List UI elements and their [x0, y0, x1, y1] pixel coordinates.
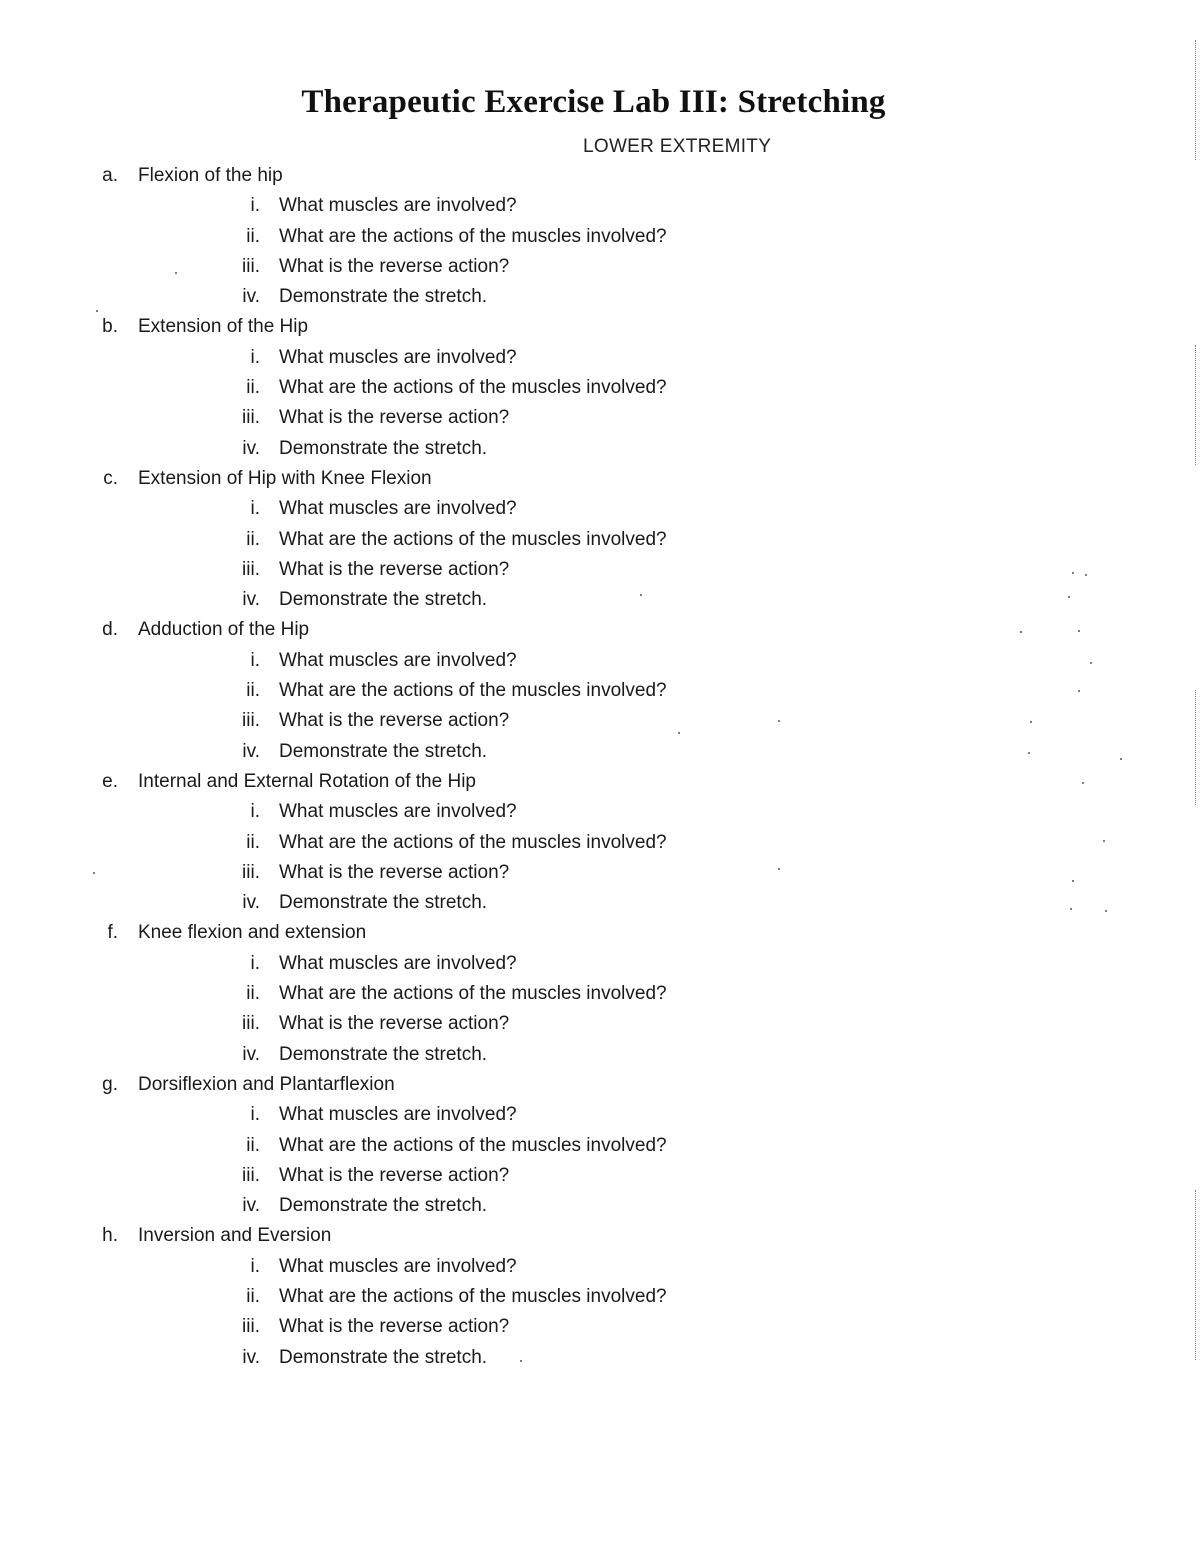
question-item [0, 585, 1200, 615]
question-text: What is the reverse action? [279, 710, 510, 732]
scan-speck [1078, 690, 1080, 692]
question-text: Demonstrate the stretch. [279, 437, 488, 459]
question-text: What are the actions of the muscles involved? [279, 1285, 667, 1307]
scan-speck [778, 868, 780, 870]
question-marker: ii. [246, 983, 260, 1005]
question-text: What are the actions of the muscles involved? [279, 225, 667, 247]
scan-speck [96, 310, 98, 312]
question-item [0, 737, 1200, 767]
scan-speck [1090, 662, 1092, 664]
question-text: Demonstrate the stretch. [279, 286, 488, 308]
section-title: Internal and External Rotation of the Hip [138, 770, 476, 792]
question-text: Demonstrate the stretch. [279, 589, 488, 611]
question-text: What are the actions of the muscles involved? [279, 831, 667, 853]
question-text: What is the reverse action? [279, 1013, 510, 1035]
page-title: Therapeutic Exercise Lab III: Stretching [301, 84, 886, 120]
scan-speck [93, 872, 95, 874]
section-heading [0, 918, 1200, 948]
section-title: Extension of the Hip [138, 316, 309, 338]
question-item [0, 1282, 1200, 1312]
question-item [0, 434, 1200, 464]
question-item [0, 828, 1200, 858]
question-marker: iii. [242, 255, 260, 277]
question-item [0, 1131, 1200, 1161]
scan-speck [175, 272, 177, 274]
scan-speck [1085, 574, 1087, 576]
scan-speck [1120, 758, 1122, 760]
question-item [0, 222, 1200, 252]
question-item [0, 373, 1200, 403]
question-text: What are the actions of the muscles involved? [279, 983, 667, 1005]
question-item [0, 1191, 1200, 1221]
question-text: What is the reverse action? [279, 407, 510, 429]
section-title: Dorsiflexion and Plantarflexion [138, 1073, 395, 1095]
exercise-outline [0, 161, 1200, 1373]
section-title: Inversion and Eversion [138, 1225, 332, 1247]
scan-speck [1028, 752, 1030, 754]
question-marker: i. [250, 1104, 260, 1126]
question-item [0, 888, 1200, 918]
question-item [0, 1009, 1200, 1039]
section-heading [0, 767, 1200, 797]
question-item [0, 403, 1200, 433]
question-text: What is the reverse action? [279, 861, 510, 883]
question-marker: iii. [242, 1164, 260, 1186]
page-subtitle: LOWER EXTREMITY [583, 136, 772, 157]
question-marker: iii. [242, 1013, 260, 1035]
question-marker: ii. [246, 1134, 260, 1156]
question-item [0, 706, 1200, 736]
section-marker: f. [107, 922, 118, 944]
question-item [0, 555, 1200, 585]
question-marker: iv. [242, 1195, 260, 1217]
section-marker: h. [102, 1225, 118, 1247]
section-title: Extension of Hip with Knee Flexion [138, 467, 432, 489]
question-marker: i. [250, 649, 260, 671]
question-marker: i. [250, 195, 260, 217]
question-marker: iv. [242, 892, 260, 914]
question-item [0, 191, 1200, 221]
question-text: What muscles are involved? [279, 346, 517, 368]
question-text: What are the actions of the muscles involved? [279, 528, 667, 550]
question-marker: iv. [242, 286, 260, 308]
question-item [0, 343, 1200, 373]
question-marker: iii. [242, 558, 260, 580]
question-marker: i. [250, 346, 260, 368]
section-marker: c. [103, 467, 118, 489]
question-item [0, 858, 1200, 888]
question-text: What muscles are involved? [279, 952, 517, 974]
question-text: Demonstrate the stretch. [279, 1043, 488, 1065]
question-item [0, 1312, 1200, 1342]
section-marker: g. [102, 1073, 118, 1095]
question-text: Demonstrate the stretch. [279, 740, 488, 762]
question-marker: ii. [246, 528, 260, 550]
question-item [0, 282, 1200, 312]
scan-speck [1030, 721, 1032, 723]
question-marker: ii. [246, 1285, 260, 1307]
question-text: What is the reverse action? [279, 255, 510, 277]
question-marker: ii. [246, 680, 260, 702]
scan-speck [520, 1360, 522, 1362]
question-item [0, 1100, 1200, 1130]
question-marker: iii. [242, 1316, 260, 1338]
question-marker: i. [250, 498, 260, 520]
section-marker: b. [102, 316, 118, 338]
question-text: Demonstrate the stretch. [279, 1195, 488, 1217]
question-item [0, 797, 1200, 827]
question-item [0, 1161, 1200, 1191]
question-item [0, 979, 1200, 1009]
question-marker: i. [250, 1255, 260, 1277]
section-marker: a. [102, 165, 118, 186]
question-marker: i. [250, 801, 260, 823]
scan-speck [1020, 631, 1022, 633]
question-item [0, 525, 1200, 555]
question-text: What is the reverse action? [279, 1164, 510, 1186]
section-title: Adduction of the Hip [138, 619, 310, 641]
question-marker: iii. [242, 407, 260, 429]
scan-speck [1070, 908, 1072, 910]
question-item [0, 1040, 1200, 1070]
question-marker: iv. [242, 437, 260, 459]
section-marker: d. [102, 619, 118, 641]
question-text: Demonstrate the stretch. [279, 892, 488, 914]
question-marker: i. [250, 952, 260, 974]
question-item [0, 646, 1200, 676]
question-text: What muscles are involved? [279, 195, 517, 217]
scan-speck [1072, 572, 1074, 574]
question-item [0, 252, 1200, 282]
question-item [0, 494, 1200, 524]
question-text: What muscles are involved? [279, 1104, 517, 1126]
question-marker: iv. [242, 1043, 260, 1065]
question-marker: iv. [242, 740, 260, 762]
question-item [0, 676, 1200, 706]
question-marker: iv. [242, 1346, 260, 1368]
question-text: What muscles are involved? [279, 498, 517, 520]
scan-speck [1068, 596, 1070, 598]
scan-speck [1072, 880, 1074, 882]
question-marker: iii. [242, 710, 260, 732]
scan-speck [1103, 840, 1105, 842]
question-marker: iii. [242, 861, 260, 883]
question-text: What muscles are involved? [279, 649, 517, 671]
section-title: Knee flexion and extension [138, 922, 367, 944]
question-text: What are the actions of the muscles involved? [279, 680, 667, 702]
question-marker: ii. [246, 225, 260, 247]
question-text: What muscles are involved? [279, 801, 517, 823]
question-text: What are the actions of the muscles involved? [279, 377, 667, 399]
question-text: What is the reverse action? [279, 1316, 510, 1338]
question-text: Demonstrate the stretch. [279, 1346, 488, 1368]
scan-speck [778, 720, 780, 722]
question-text: What are the actions of the muscles involved? [279, 1134, 667, 1156]
question-text: What is the reverse action? [279, 558, 510, 580]
scan-speck [1105, 910, 1107, 912]
section-heading [0, 312, 1200, 342]
section-heading [0, 464, 1200, 494]
question-marker: iv. [242, 589, 260, 611]
scan-edge-marks [1190, 0, 1200, 1553]
section-marker: e. [102, 770, 118, 792]
section-title: Flexion of the hip [138, 165, 283, 186]
scan-speck [1082, 782, 1084, 784]
scan-speck [640, 594, 642, 596]
question-item [0, 1343, 1200, 1373]
section-heading [0, 1070, 1200, 1100]
question-item [0, 1252, 1200, 1282]
question-text: What muscles are involved? [279, 1255, 517, 1277]
scan-speck [678, 732, 680, 734]
question-marker: ii. [246, 377, 260, 399]
section-heading [0, 1221, 1200, 1251]
section-heading [0, 161, 1200, 191]
question-marker: ii. [246, 831, 260, 853]
scan-speck [1078, 630, 1080, 632]
question-item [0, 949, 1200, 979]
